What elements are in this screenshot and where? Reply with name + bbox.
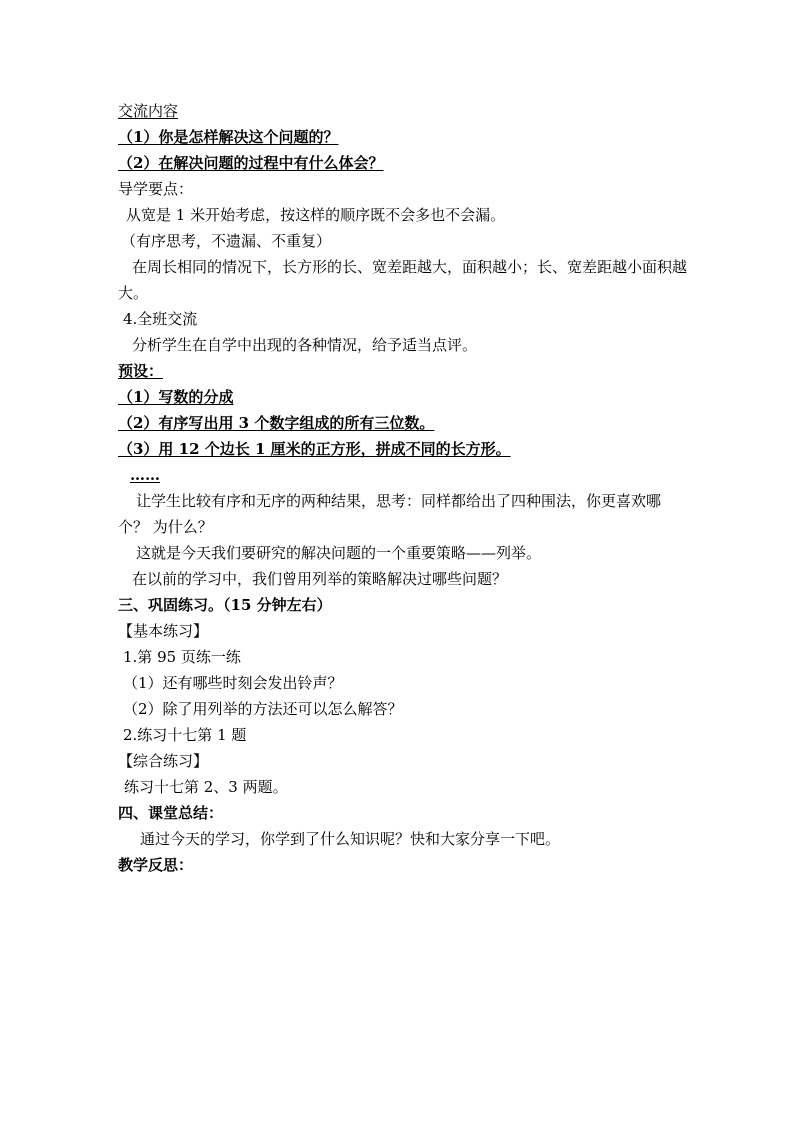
- preset-item-3: （3）用 12 个边长 1 厘米的正方形，拼成不同的长方形。: [118, 440, 511, 458]
- class-exchange-paragraph: 分析学生在自学中出现的各种情况，给予适当点评。: [132, 336, 478, 354]
- compare-paragraph-1: 让学生比较有序和无序的两种结果，思考：同样都给出了四种围法，你更喜欢哪个？ 为什么？: [118, 492, 662, 536]
- guide-paragraph-2: （有序思考，不遗漏、不重复）: [121, 232, 332, 250]
- basic-practice-item-2: 2.练习十七第 1 题: [123, 726, 247, 744]
- guide-paragraph-1: 从宽是 1 米开始考虑，按这样的顺序既不会多也不会漏。: [126, 206, 506, 224]
- guide-title: 导学要点：: [118, 180, 194, 198]
- preset-ellipsis: ……: [130, 466, 160, 484]
- basic-practice-title: 【基本练习】: [118, 622, 209, 640]
- combined-practice-item: 练习十七第 2、3 两题。: [124, 778, 288, 796]
- section-4-title: 四、课堂总结：: [118, 804, 224, 822]
- basic-practice-item-1a: （1）还有哪些时刻会发出铃声？: [123, 674, 343, 692]
- compare-paragraph-3: 在以前的学习中，我们曾用列举的策略解决过哪些问题？: [132, 570, 508, 588]
- summary-paragraph: 通过今天的学习，你学到了什么知识呢？快和大家分享一下吧。: [140, 830, 561, 848]
- exchange-question-1: （1）你是怎样解决这个问题的？: [118, 128, 339, 146]
- preset-title: 预设：: [118, 362, 164, 380]
- basic-practice-item-1b: （2）除了用列举的方法还可以怎么解答？: [123, 700, 403, 718]
- compare-paragraph-2: 这就是今天我们要研究的解决问题的一个重要策略——列举。: [136, 544, 542, 562]
- reflection-title: 教学反思：: [118, 856, 194, 874]
- section-3-title: 三、巩固练习。（15 分钟左右）: [118, 596, 332, 614]
- preset-item-1: （1）写数的分成: [118, 388, 234, 406]
- basic-practice-item-1: 1.第 95 页练一练: [123, 648, 241, 666]
- exchange-title: 交流内容: [118, 102, 179, 120]
- preset-item-2: （2）有序写出用 3 个数字组成的所有三位数。: [118, 414, 435, 432]
- class-exchange-title: 4.全班交流: [123, 310, 198, 328]
- exchange-question-2: （2）在解决问题的过程中有什么体会？: [118, 154, 384, 172]
- document-page: [118, 98, 688, 878]
- guide-paragraph-3: 在周长相同的情况下，长方形的长、宽差距越大，面积越小；长、宽差距越小面积越大。: [118, 258, 688, 302]
- combined-practice-title: 【综合练习】: [118, 752, 209, 770]
